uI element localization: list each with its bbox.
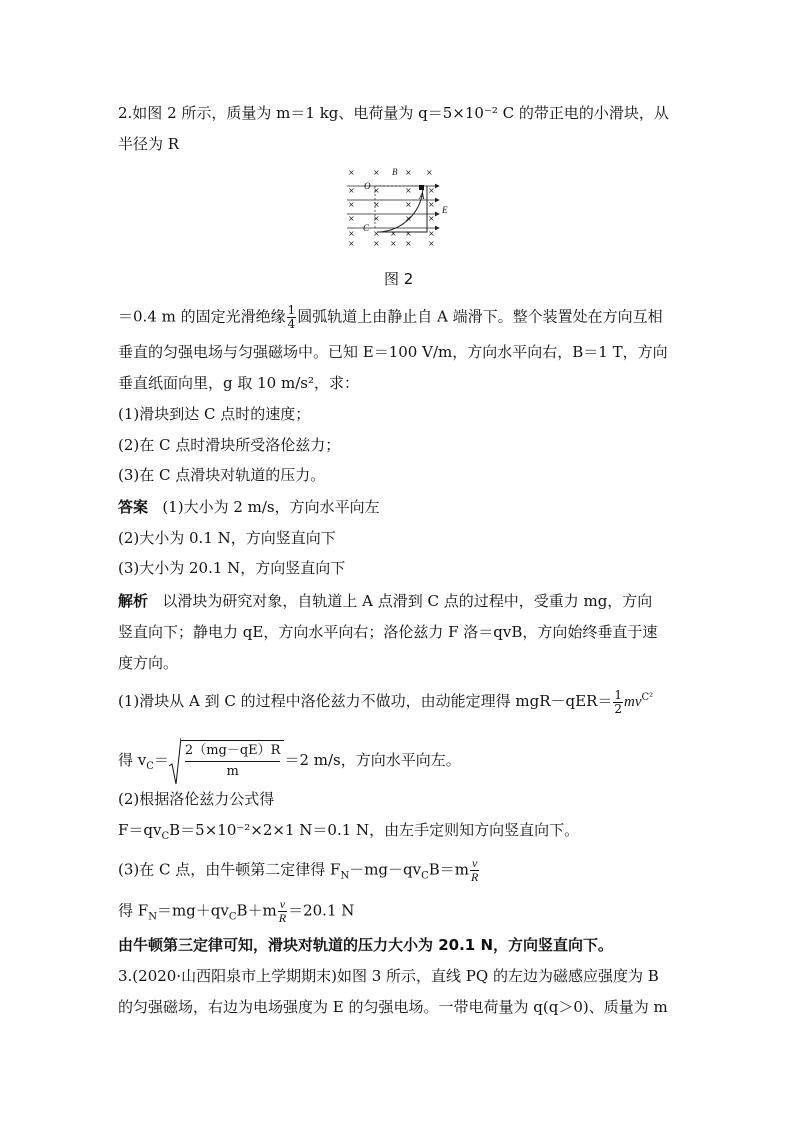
- answer-label: 答案: [118, 498, 149, 516]
- svg-text:×: ×: [348, 200, 355, 209]
- svg-text:×: ×: [373, 168, 380, 177]
- svg-text:×: ×: [348, 168, 355, 177]
- svg-text:×: ×: [373, 214, 380, 223]
- svg-text:×: ×: [348, 214, 355, 223]
- problem3-line2: 的匀强磁场，右边为电场强度为 E 的匀强电场。一带电荷量为 q(q＞0)、质量为 m: [118, 998, 668, 1016]
- problem2-line3: ＝0.4 m 的固定光滑绝缘 $\frac{1}{4}$ 圆弧轨道上由静止自 A 端滑下。整个装置处在方向互相: [118, 303, 663, 331]
- label-B: B: [392, 167, 398, 177]
- fraction-quarter: $\frac{1}{4}$: [287, 303, 296, 331]
- svg-text:×: ×: [428, 186, 435, 195]
- solution-step2-calc: $F=qv_CB=5\times 10^{-2}\times 2\times 1$ N＝0.1 N，由左手定则知方向竖直向下。: [118, 821, 580, 842]
- fraction-half: $\frac{1}{2}$: [614, 687, 623, 716]
- svg-text:×: ×: [348, 186, 355, 195]
- label-C: C: [363, 223, 370, 233]
- label-O: O: [364, 181, 371, 191]
- problem2-line5: 垂直纸面向里，g 取 10 m/s²，求：: [118, 374, 359, 392]
- svg-text:×: ×: [428, 239, 435, 246]
- svg-text:×: ×: [405, 229, 412, 238]
- svg-text:×: ×: [405, 239, 412, 246]
- question-1: (1)滑块到达 C 点时的速度；: [118, 405, 311, 423]
- svg-text:×: ×: [405, 168, 412, 177]
- figure-2-diagram: [343, 164, 453, 246]
- sqrt-expression: $\frac{2(mg-qE)R}{m}$: [169, 740, 285, 782]
- problem2-line2: 半径为 R: [118, 135, 180, 153]
- svg-text:×: ×: [373, 186, 380, 195]
- question-3: (3)在 C 点滑块对轨道的压力。: [118, 466, 326, 484]
- analysis-line2: 竖直向下；静电力 qE，方向水平向右；洛伦兹力 F 洛＝qvB，方向始终垂直于速: [118, 623, 658, 641]
- solution-conclusion: 由牛顿第三定律可知，滑块对轨道的压力大小为 20.1 N，方向竖直向下。: [118, 936, 614, 954]
- answer-line3: (3)大小为 20.1 N，方向竖直向下: [118, 559, 346, 577]
- problem2-line4: 垂直的匀强电场与匀强磁场中。已知 E＝100 V/m，方向水平向右，B＝1 T，方向: [118, 343, 668, 361]
- question-2: (2)在 C 点时滑块所受洛伦兹力；: [118, 436, 341, 454]
- solution-step3: (3)在 C 点，由牛顿第二定律得 $F_N-mg-qv_CB=m$ $\frac{v}{R}$: [118, 856, 479, 884]
- svg-text:×: ×: [405, 200, 412, 209]
- fraction-v2-R-2: $\frac{v}{R}$: [278, 897, 287, 925]
- svg-text:×: ×: [428, 229, 435, 238]
- svg-text:×: ×: [373, 239, 380, 246]
- solution-step1-result: 得 $v_C=$ $\frac{2(mg-qE)R}{m}=2$ m/s，方向水平向左。: [118, 740, 461, 782]
- svg-text:×: ×: [426, 168, 433, 177]
- label-E: E: [442, 205, 448, 215]
- svg-text:×: ×: [373, 200, 380, 209]
- problem2-line1: 2.如图 2 所示，质量为 m＝1 kg、电荷量为 q＝5×10⁻² C 的带正电的小滑块，从: [118, 104, 669, 122]
- svg-text:×: ×: [390, 239, 397, 246]
- svg-text:×: ×: [405, 214, 412, 223]
- problem3-line1: 3.(2020·山西阳泉市上学期期末)如图 3 所示，直线 PQ 的左边为磁感应强度为 B: [118, 967, 659, 985]
- analysis-line1: 解析 以滑块为研究对象，自轨道上 A 点滑到 C 点的过程中，受重力 mg，方向: [118, 592, 653, 610]
- solution-step3-result: 得 $F_N=mg+qv_CB+m$ $\frac{v}{R}$ ＝20.1 N: [118, 897, 355, 925]
- figure-2-caption: 图 2: [384, 270, 414, 288]
- svg-text:×: ×: [428, 214, 435, 223]
- analysis-line3: 度方向。: [118, 654, 179, 672]
- fraction-v2-R: $\frac{v}{R}$: [471, 856, 479, 884]
- solution-step2: (2)根据洛伦兹力公式得: [118, 790, 275, 808]
- svg-text:×: ×: [405, 186, 412, 195]
- svg-text:×: ×: [390, 229, 397, 238]
- answer-line2: (2)大小为 0.1 N，方向竖直向下: [118, 529, 336, 547]
- answer-line1: 答案 (1)大小为 2 m/s，方向水平向左: [118, 498, 380, 516]
- svg-text:×: ×: [373, 229, 380, 238]
- svg-text:×: ×: [348, 239, 355, 246]
- label-A: A: [419, 191, 425, 201]
- svg-text:×: ×: [428, 200, 435, 209]
- svg-text:×: ×: [348, 229, 355, 238]
- analysis-label: 解析: [118, 592, 149, 610]
- solution-step1: (1)滑块从 A 到 C 的过程中洛伦兹力不做功，由动能定理得 mgR－qER＝ $\frac{1}{2}$ $mv^{C^2}$: [118, 687, 654, 716]
